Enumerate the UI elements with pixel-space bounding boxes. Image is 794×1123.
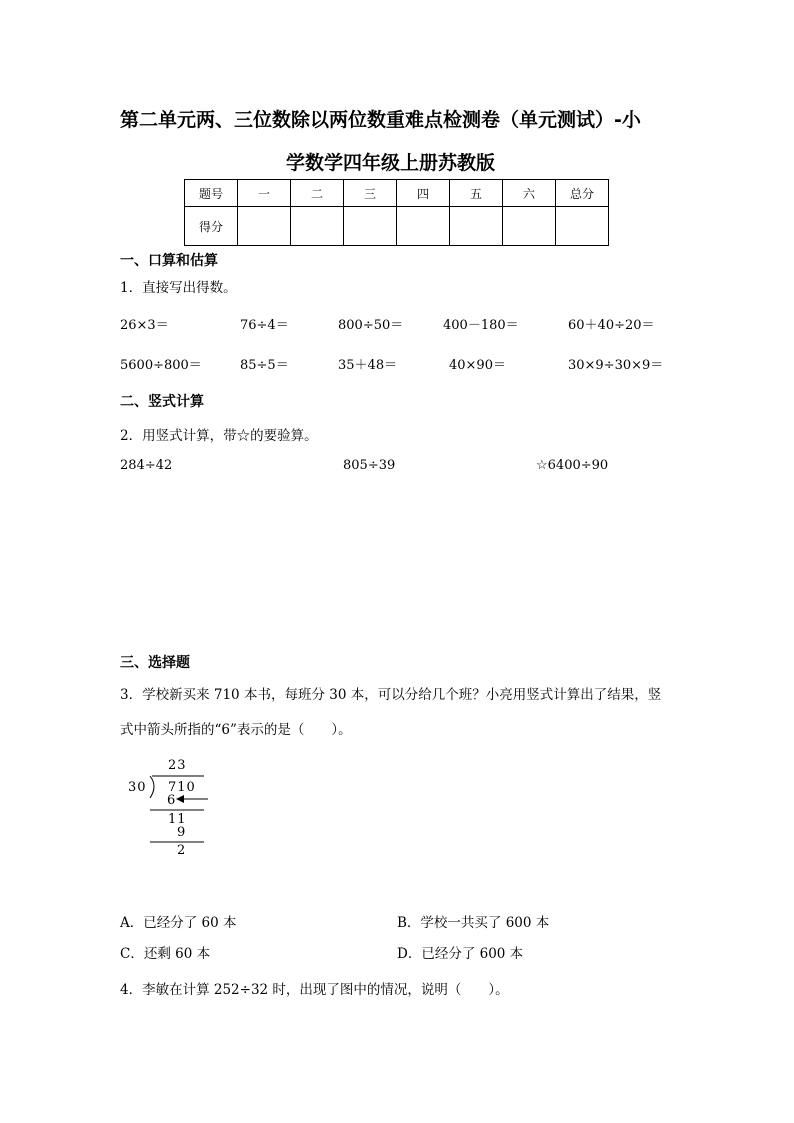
section-3-heading: 三、选择题 (120, 655, 190, 671)
vertical-calc-item: 805÷39 (343, 458, 396, 473)
score-header-cell: 一 (238, 180, 291, 207)
score-input-cell[interactable] (291, 207, 344, 246)
expression: 5600÷800＝ (120, 358, 202, 373)
question-3-text-line-2: 式中箭头所指的“6”表示的是（ ）。 (120, 722, 352, 738)
score-row-label: 得分 (185, 207, 238, 246)
expression: 85÷5＝ (240, 358, 289, 373)
expression: 60＋40÷20＝ (568, 318, 655, 333)
question-3-text-line-1: 3．学校新买来 710 本书，每班分 30 本，可以分给几个班？小亮用竖式计算出了结果，竖 (120, 687, 662, 703)
score-input-cell[interactable] (556, 207, 609, 246)
division-dividend: 710 (168, 780, 196, 795)
score-table (184, 179, 609, 246)
score-table-score-row (185, 207, 609, 246)
score-input-cell[interactable] (238, 207, 291, 246)
division-quotient: 23 (168, 758, 187, 773)
option-c[interactable]: C．还剩 60 本 (120, 946, 211, 962)
division-remainder: 2 (177, 843, 187, 858)
score-header-cell: 五 (450, 180, 503, 207)
section-1-heading: 一、口算和估算 (120, 253, 218, 269)
score-header-cell: 四 (397, 180, 450, 207)
option-b[interactable]: B．学校一共买了 600 本 (397, 915, 550, 931)
page-title-line-1: 第二单元两、三位数除以两位数重难点检测卷（单元测试）-小 (120, 109, 641, 131)
score-input-cell[interactable] (450, 207, 503, 246)
score-input-cell[interactable] (397, 207, 450, 246)
score-header-cell: 二 (291, 180, 344, 207)
score-header-cell: 总分 (556, 180, 609, 207)
score-input-cell[interactable] (503, 207, 556, 246)
expression: 800÷50＝ (338, 318, 404, 333)
expression: 400－180＝ (443, 318, 519, 333)
score-header-cell: 六 (503, 180, 556, 207)
section-2-heading: 二、竖式计算 (120, 394, 204, 410)
page-title-line-2: 学数学四年级上册苏教版 (286, 152, 496, 174)
vertical-calc-item: 284÷42 (120, 458, 173, 473)
division-step-2: 11 (168, 812, 187, 827)
division-lines (120, 756, 220, 866)
expression: 76÷4＝ (240, 318, 289, 333)
vertical-calc-item: ☆6400÷90 (536, 458, 609, 473)
question-2-text: 2．用竖式计算，带☆的要验算。 (120, 428, 318, 444)
expression: 30×9÷30×9＝ (568, 358, 664, 373)
expression: 26×3＝ (120, 318, 169, 333)
long-division-figure (120, 756, 220, 866)
question-4-text: 4．李敏在计算 252÷32 时，出现了图中的情况，说明（ ）。 (120, 982, 509, 998)
option-d[interactable]: D．已经分了 600 本 (397, 946, 524, 962)
score-header-cell: 三 (344, 180, 397, 207)
expression: 35＋48＝ (338, 358, 398, 373)
score-header-cell: 题号 (185, 180, 238, 207)
expression: 40×90＝ (449, 358, 506, 373)
score-input-cell[interactable] (344, 207, 397, 246)
question-1-text: 1．直接写出得数。 (120, 280, 237, 296)
option-a[interactable]: A．已经分了 60 本 (120, 915, 237, 931)
score-table-header-row (185, 180, 609, 207)
division-divisor: 30 (128, 780, 147, 795)
division-step-3: 9 (177, 825, 187, 840)
division-step-1: 6 (167, 793, 177, 808)
